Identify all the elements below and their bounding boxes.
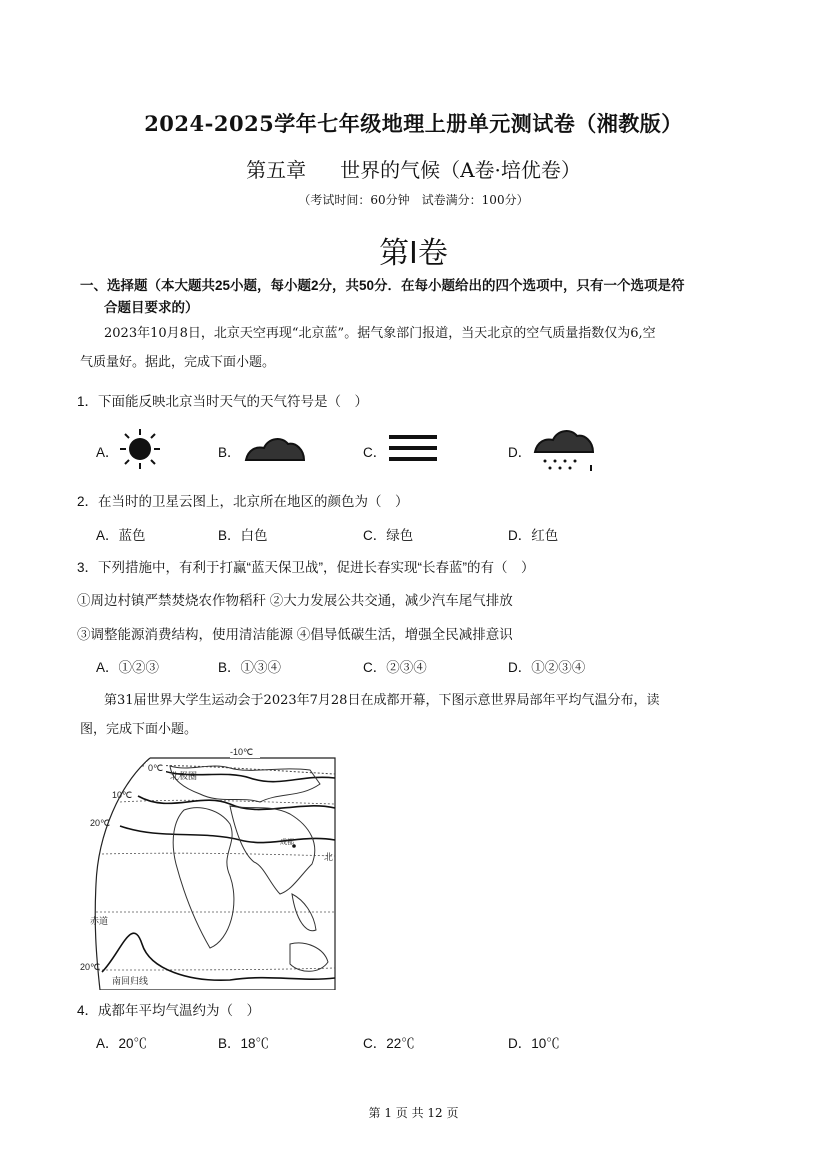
temperature-map [80,744,338,990]
page-footer: 第 1 页 共 12 页 [368,1106,459,1120]
section-line-1: 一、选择题（本大题共25小题，每小题2分，共50分．在每小题给出的四个选项中，只有一个选项是符 [80,278,685,293]
q2-option-d: D．红色 [508,528,559,543]
q4-option-b: B．18℃ [218,1036,270,1051]
q1-option-b-label: B． [218,445,241,460]
sun-icon [119,428,161,470]
label-20c-south: 20℃ [80,962,101,972]
passage-2-line-2: 图，完成下面小题。 [80,722,198,737]
label-20c-north: 20℃ [90,818,111,828]
q4-option-c: C．22℃ [363,1036,415,1051]
q3-option-b: B．①③④ [218,660,282,675]
label-0c: 0℃ [148,763,164,773]
passage-1-line-2: 气质量好。据此，完成下面小题。 [80,355,276,370]
label-north: 北 [324,852,334,862]
q3-items-line-2: ③调整能源消费结构，使用清洁能源 ④倡导低碳生活，增强全民减排意识 [77,627,513,642]
volume-heading: 第Ⅰ卷 [379,237,448,270]
q3-option-c: C．②③④ [363,660,427,675]
q2-option-b: B．白色 [218,528,268,543]
q1-option-a-label: A． [96,445,119,460]
chapter-subtitle [0,154,827,183]
exam-title: 2024-2025学年七年级地理上册单元测试卷（湘教版） [144,111,683,136]
label-equator: 赤道 [90,916,109,926]
passage-1-line-1: 2023年10月8日，北京天空再现“北京蓝”。据气象部门报道，当天北京的空气质量指数仅为6,空 [104,326,656,341]
passage-1 [80,319,750,377]
rain-icon [533,424,595,474]
label-chengdu: 成都 [280,839,294,846]
question-2: 2．在当时的卫星云图上，北京所在地区的颜色为（ ） [77,494,409,509]
label-minus10: -10℃ [230,747,254,757]
q4-option-d: D．10℃ [508,1036,560,1051]
passage-2 [80,686,750,744]
q3-items-line-1: ①周边村镇严禁焚烧农作物稻秆 ②大力发展公共交通，减少汽车尾气排放 [77,593,513,608]
chapter-name: 世界的气候（A卷·培优卷） [340,158,581,182]
chapter-number: 第五章 [246,158,307,182]
fog-icon [389,433,439,463]
q1-option-c-label: C． [363,445,387,460]
q2-option-a: A．蓝色 [96,528,146,543]
q2-option-c: C．绿色 [363,528,414,543]
passage-2-line-1: 第31届世界大学生运动会于2023年7月28日在成都开幕，下图示意世界局部年平均气温分布，读 [104,693,660,708]
question-4: 4．成都年平均气温约为（ ） [77,1003,261,1018]
section-heading [80,275,760,319]
cloudy-icon [244,432,306,462]
label-tropic-capricorn: 南回归线 [112,976,149,986]
question-3: 3．下列措施中，有利于打赢“蓝天保卫战”，促进长春实现“长春蓝”的有（ ） [77,560,535,575]
q3-option-a: A．①②③ [96,660,160,675]
q3-option-d: D．①②③④ [508,660,586,675]
label-10c: 10℃ [112,790,133,800]
label-arctic-circle: 北极圈 [170,771,198,781]
q1-option-d-label: D． [508,445,532,460]
question-1: 1．下面能反映北京当时天气的天气符号是（ ） [77,394,369,409]
exam-info: （考试时间：60分钟 试卷满分：100分） [298,193,529,207]
section-line-2: 合题目要求的） [104,300,199,315]
q4-option-a: A．20℃ [96,1036,148,1051]
